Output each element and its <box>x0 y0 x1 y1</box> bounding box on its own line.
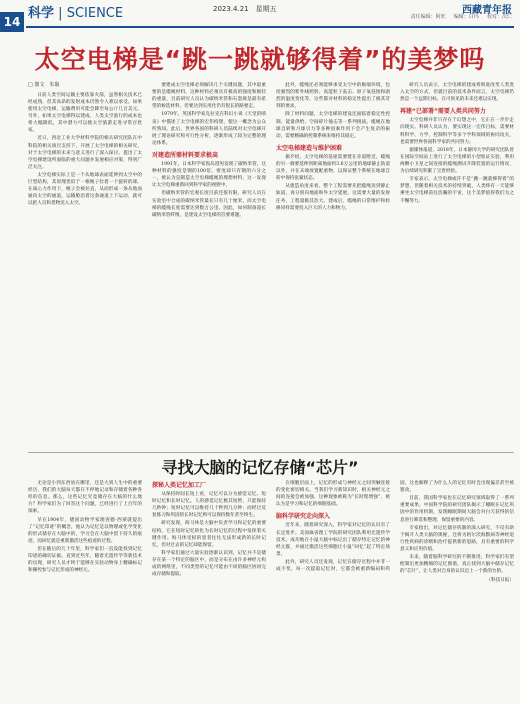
story1-paragraph: 太空电梯实际上是一个从地球表面延伸到太空中的巨型结构，其原理类似于一根绳子拴着一个旋转的球。在离心力作用下，绳子会被拉直，从而形成一条从地面通向太空的通道，运输舱沿着这条通道上下运动，就可以把人员和货物送入太空。 <box>28 172 142 207</box>
story-divider <box>28 452 514 453</box>
story2-subheading-brain-science: 脑科学研究走向深入 <box>276 513 331 521</box>
issue-date: 2023.4.21 星期五 <box>213 5 277 13</box>
story1-subheading-materials: 对建造所需材料要求极高 <box>152 151 219 159</box>
story1-paragraph: 此外，缆绳还必须能够承受太空中的极端环境，包括强烈的紫外线照射、高能粒子轰击、原子氧侵蚀和剧烈的温度变化等，这些都对材料的稳定性提出了极其苛刻的要求。 <box>276 83 390 110</box>
story1-paragraph: 据媒体报道，2018年，日本静冈大学的研究团队曾在国际空间站上进行了太空电梯的小型验证实验，利用两颗小卫星之间连接的缆绳测试升降装置的运行情况，为后续研究积累了宝贵经验。 <box>400 147 514 175</box>
story1-paragraph: 太空电梯并非只存在于幻想之中，它正在一步步走向现实。科研人员认为，要实现这一宏伟目标，需要材料科学、力学、控制科学等多个学科领域的协同攻关，也需要世界各国科学家的共同努力。 <box>400 118 514 145</box>
story2-paragraph: 早在1904年，德国动物学家理查德·西蒙就提出了“记忆印迹”的概念，他认为记忆是以物理或化学变化的形式储存在大脑中的，学习会在大脑中留下持久的痕迹，而回忆就是重新激活这些痕迹的过程。 <box>28 517 142 544</box>
story1-paragraph: 1991年，日本科学家饭岛澄男发现了碳纳米管，这种材料的强度是钢的100倍，密度却只有钢的六分之一，被认为是制造太空电梯缆绳的理想材料，这一发现让太空电梯重新回到科学家的视野中。 <box>152 161 266 189</box>
story1-paragraph: 1979年，英国科学家克拉克在科幻小说《天堂的喷泉》中描述了太空电梯的宏伟构想，使这一概念为公众所熟知。此后，世界各国的科研人员陆续对太空电梯开展了理论研究和可行性分析，逐渐形成了较为完整的理论体系。 <box>152 112 266 146</box>
story1-body <box>28 82 514 446</box>
story2-paragraph: 但在随后的几十年里，科学家们一直没能找到记忆印迹的确切证据。直到近些年，随着光遗传学等新技术的出现，研究人员才终于能够在实验动物身上精确标记和操控参与记忆形成的神经元。 <box>28 546 142 574</box>
story2-subheading-memory-factory: 探秘人类记忆加工厂 <box>152 482 207 489</box>
story1-headline: 太空电梯是“跳一跳就够得着”的美梦吗 <box>34 45 486 74</box>
story1-paragraph: 要建成太空电梯必须解决几个关键问题，其中最重要的是缆绳材料，这种材料必须具有极高的强度和极轻的重量，目前研究人员认为碳纳米管和石墨烯是最有希望的候选材料，但要达到实用化仍有很长的路要走。 <box>152 83 266 110</box>
story1-subheading-construction: 太空电梯建造与维护困难 <box>276 144 343 152</box>
story2-paragraph: 无论是小到东西放在哪里，还是大到人生中的重要经历，我们的大脑每天都在不停地记录和存储着各种各样的信息。那么，这些记忆究竟储存在大脑的什么地方？科学家们为了回答这个问题，已经进行了上百年的探索。 <box>28 481 142 515</box>
story1-subheading-effort: 再建“已部署”需要人类共同努力 <box>400 108 486 116</box>
story2-paragraph: 专家指出，对记忆储存机制的深入研究，不仅有助于揭开人类大脑的奥秘，还将为阿尔茨海默病等神经退行性疾病的诊断和治疗提供新的思路，具有重要的科学意义和应用价值。 <box>400 525 514 552</box>
page-header <box>0 0 520 29</box>
story1-paragraph: 日前人类空间运输主要依靠火箭，虽然相关技术已经成熟，但其高昂的发射成本仍然令人难以承受。如果使用太空电梯，运输费用可能会降至每公斤几百美元。另外，如果太空电梯得以建成，人类太空旅行的成本也将大幅降低，其中潜力可以使太空旅游走进寻常百姓家。 <box>28 92 142 134</box>
story2-paragraph: 从保持时间长短上看，记忆可以分为感觉记忆、短时记忆和长时记忆。人的感觉记忆极其短暂，只能保持几秒钟；短时记忆可以维持几十秒到几分钟；而经过反复练习和巩固的长时记忆则可以保持数年甚至终生。 <box>152 492 266 519</box>
story2-paragraph: 在细胞层面上，记忆的形成与神经元之间突触连接的变化密切相关。当我们学习新知识时，相关神经元之间的连接会被加强，这种现象被称为“长时程增强”，被认为是学习和记忆的细胞基础。 <box>276 481 390 508</box>
story1-paragraph: 近日，西北工业大学材料学院的相关研究团队在中科院的相关项目支持下，开展了太空电梯的相关研究，对于太空电梯的未来与意义进行了深入探讨，提出了太空电梯建设所面临的重大问题并发展相应对策，得到广泛关注。 <box>28 136 142 170</box>
story1-paragraph: 但碳纳米管的宏观长度目前还很有限，研究人员在实验室中合成的碳纳米管最长只有几十厘米，而太空电梯的缆绳长度需要达到数万公里。因此，如何制备超长碳纳米管纤维，是建设太空电梯的首要难题。 <box>152 191 266 218</box>
story1-paragraph: 从建造角度来看，整个工程需要先把缆绳送到静止轨道，再分别向地面和外太空延展，这需要大量的发射任务，工程量极其浩大。建成后，缆绳的日常维护和检修同样需要投入巨大的人力和物力。 <box>276 184 390 211</box>
story1-paragraph: 除了材料问题，太空电梯的建设还面临着稳定性控制、能量供给、空间碎片撞击等一系列挑战。缆绳在地球自转和月球引力等多种因素作用下会产生复杂的振动，需要精确的控制系统来维持其稳定。 <box>276 112 390 139</box>
section-name-cn: 科学 <box>28 6 55 21</box>
section-separator: | <box>58 6 63 21</box>
story1-paragraph: 研究人员表示，太空电梯的建成将彻底改变人类进入太空的方式，但就目前的技术条件而言，太空电梯仍然是一个远期目标，在可预见的未来还难以实现。 <box>400 83 514 103</box>
story2-paragraph: 科学家们通过大量实验逐渐认识到，记忆并不是储存在某一个特定的脑区中，而是分布在由许多神经元构成的网络里，不同类型的记忆可能由不同的脑区协同完成存储和提取。 <box>152 550 266 578</box>
story2-paragraph: 此外，研究人员还发现，记忆在储存过程中并非一成不变，每一次提取记忆时，它都会被重新编码和巩固，这也解释了为什么人的记忆有时会出现偏差甚至被篡改。 <box>276 481 514 573</box>
story2-paragraph: 目前，我国科学家也在记忆研究领域取得了一系列重要成果。中国科学院的研究团队揭示了睡眠在记忆巩固中的作用机制，发现睡眠期间大脑会对白天获得的信息进行筛选和整理，保留重要的内容。 <box>400 496 514 523</box>
story2-headline: 寻找大脑的记忆存储“芯片” <box>161 458 359 477</box>
story2-source: （科技日报） <box>486 578 514 584</box>
story1-paragraph: 据介绍，太空电梯的基座需要建在赤道附近，缆绳的另一端要延伸到距离地面约3.6万公里的地球静止轨道以外，并在末端放置配重物，以保证整个系统在地球自转中保持张紧状态。 <box>276 154 390 182</box>
story1-byline: □ 微文 朱璇 <box>28 82 60 88</box>
page-number: 14 <box>0 12 24 32</box>
masthead: 西藏青年报 <box>462 5 512 16</box>
story2-body <box>28 480 514 698</box>
story1-paragraph: 专家表示，太空电梯或许不是“跳一跳就够得着”的梦想，但随着相关技术的持续突破，人类终有一天能够乘坐太空电梯前往浩瀚的宇宙，这个美梦值得我们为之不懈努力。 <box>400 177 514 204</box>
masthead-credits: 责任编辑：阿旺 编辑：白玛 校对：次仁 <box>410 14 512 20</box>
story2-paragraph: 研究发现，海马体是大脑中负责学习和记忆的重要结构，它在短时记忆转化为长时记忆的过程中发挥着关键作用。海马体受损的患者往往无法形成新的长时记忆，但对过去的记忆却能保留。 <box>152 521 266 548</box>
story2-paragraph: 近年来，随着研究深入，科学家对记忆的认识有了长足进步。美国麻省理工学院的研究团队利用光遗传学技术，成功地在小鼠大脑中标记出了储存特定记忆的神经元群，并通过激活这些细胞让小鼠“回忆”起了特定场景。 <box>276 523 390 557</box>
story2-paragraph: 未来，随着脑科学研究的不断推进，科学家们有望绘制出更加精细的记忆图谱，真正找到大脑中储存记忆的“芯片”，让人类对自身的认识迈上一个新的台阶。 <box>400 555 514 575</box>
header-rule <box>26 26 514 28</box>
section-title <box>28 2 123 21</box>
section-name-en: SCIENCE <box>66 6 124 21</box>
